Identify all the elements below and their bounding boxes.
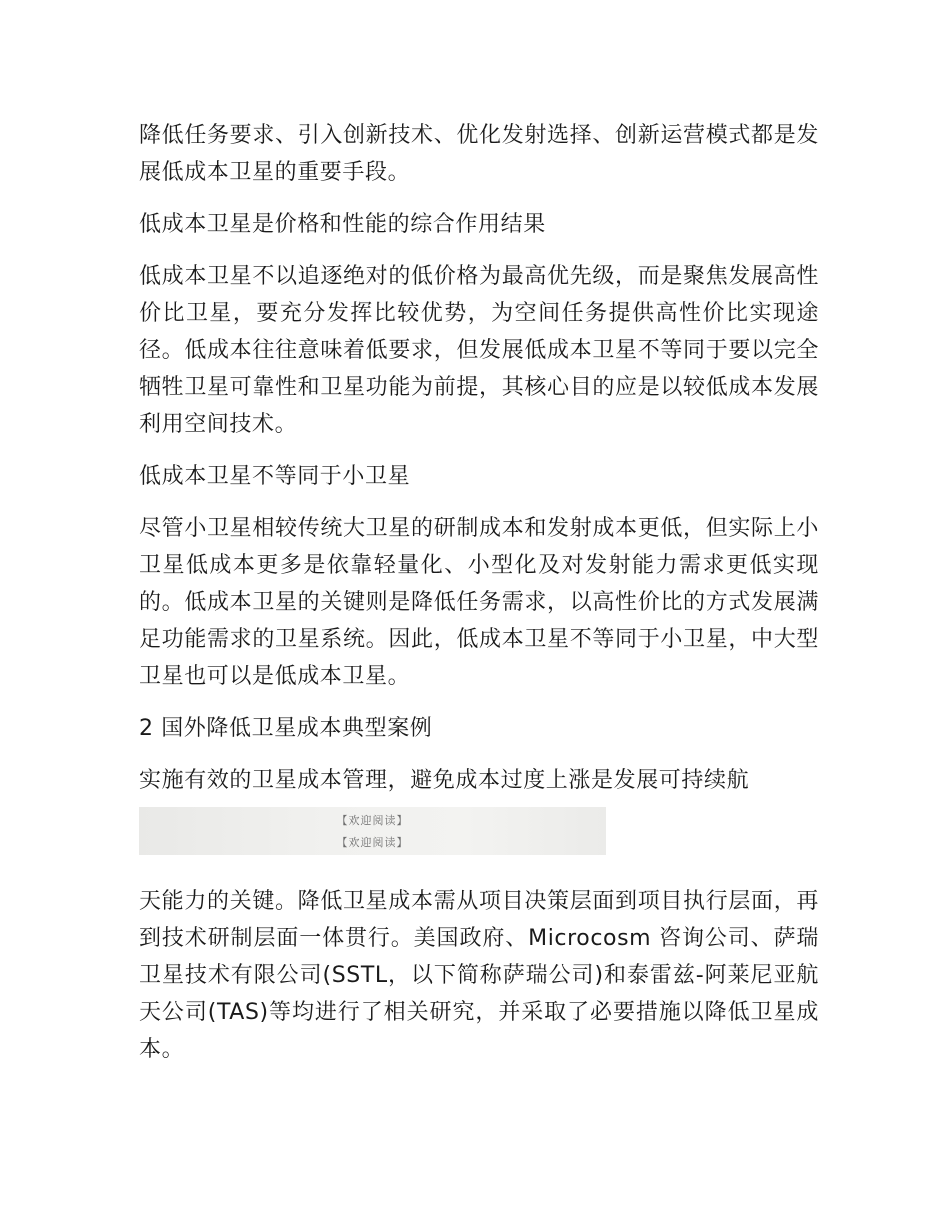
welcome-banner-image (139, 807, 606, 855)
banner-line-2: 【欢迎阅读】 (336, 836, 409, 849)
section-heading-foreign-cases: 2 国外降低卫星成本典型案例 (139, 716, 433, 741)
document-body (139, 117, 819, 1083)
paragraph-foreign-cases-start: 实施有效的卫星成本管理，避免成本过度上涨是发展可持续航 (139, 768, 750, 793)
paragraph-foreign-cases-continued: 天能力的关键。降低卫星成本需从项目决策层面到项目执行层面，再到技术研制层面一体贯行。美国政府、Microcosm 咨询公司、萨瑞卫星技术有限公司(SSTL，以下简称萨瑞公司)和泰雷兹-阿莱尼亚航天公司(TAS)等均进行了相关研究，并采取了必要措施以降低卫星成本。 (139, 889, 819, 1062)
banner-line-1: 【欢迎阅读】 (336, 814, 409, 827)
paragraph-cost-reduction-means: 降低任务要求、引入创新技术、优化发射选择、创新运营模式都是发展低成本卫星的重要手段。 (139, 123, 819, 185)
paragraph-not-small-satellite: 尽管小卫星相较传统大卫星的研制成本和发射成本更低，但实际上小卫星低成本更多是依靠轻量化、小型化及对发射能力需求更低实现的。低成本卫星的关键则是降低任务需求，以高性价比的方式发展满足功能需求的卫星系统。因此，低成本卫星不等同于小卫星，中大型卫星也可以是低成本卫星。 (139, 516, 819, 689)
section-heading-not-small-satellite: 低成本卫星不等同于小卫星 (139, 464, 411, 489)
section-heading-price-performance: 低成本卫星是价格和性能的综合作用结果 (139, 212, 546, 237)
paragraph-price-performance: 低成本卫星不以追逐绝对的低价格为最高优先级，而是聚焦发展高性价比卫星，要充分发挥比较优势，为空间任务提供高性价比实现途径。低成本往往意味着低要求，但发展低成本卫星不等同于要以完全牺牲卫星可靠性和卫星功能为前提，其核心目的应是以较低成本发展利用空间技术。 (139, 264, 819, 437)
